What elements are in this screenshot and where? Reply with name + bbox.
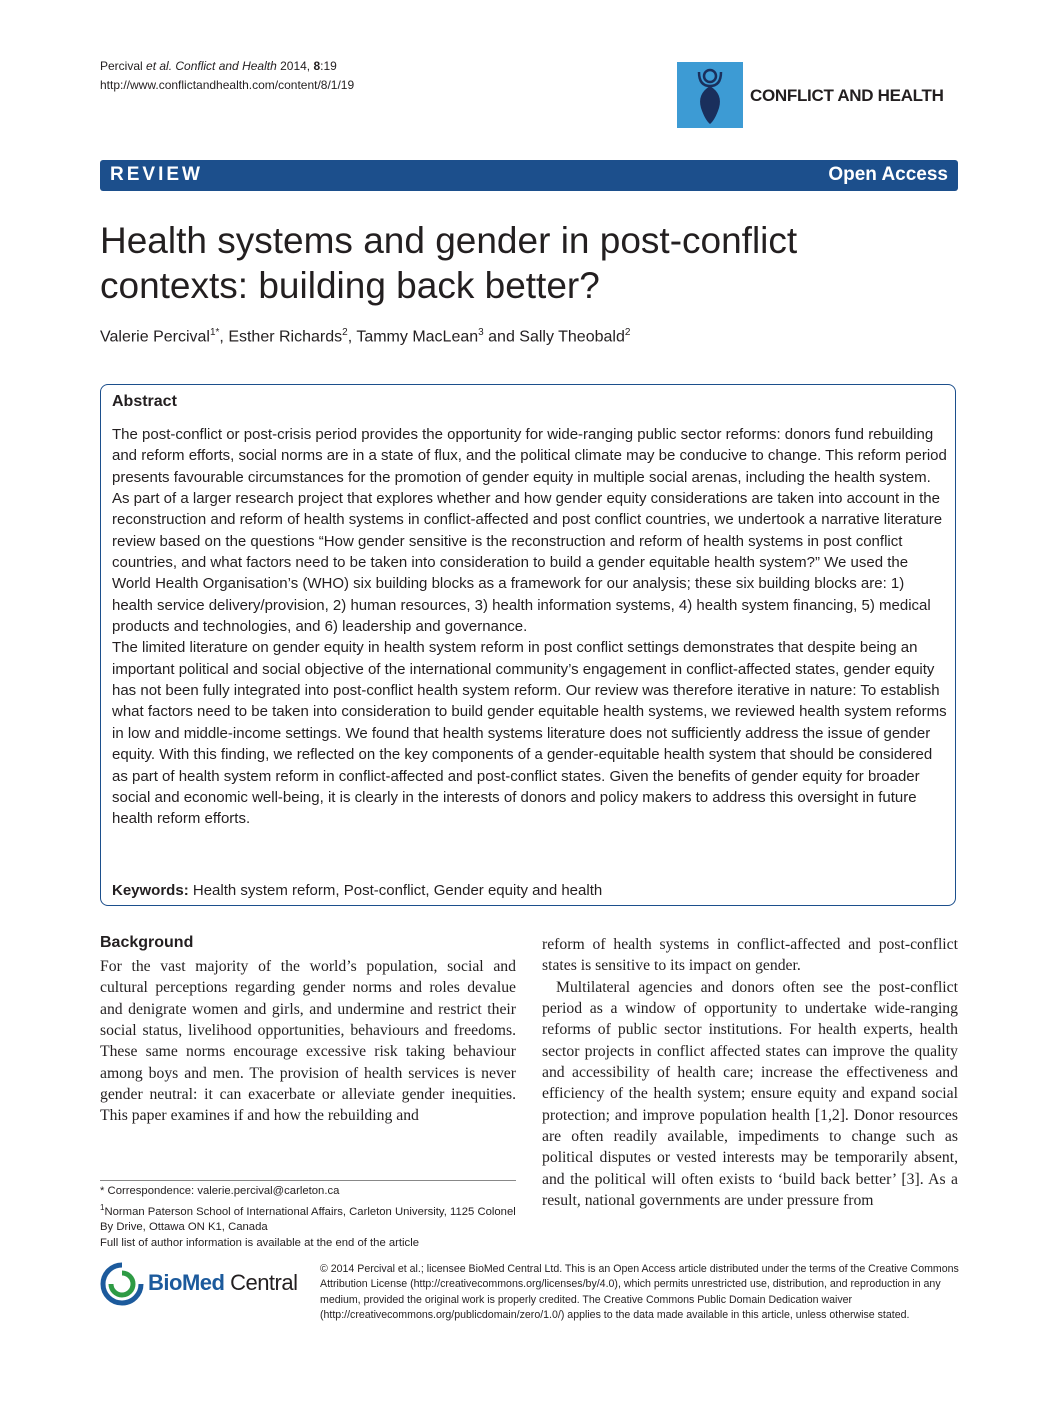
wordmark-bio: BioMed xyxy=(148,1270,225,1295)
citation-year: 2014, xyxy=(276,59,314,73)
article-url[interactable]: http://www.conflictandhealth.com/content/8/1/19 xyxy=(100,78,355,92)
author-name: Valerie Percival xyxy=(100,328,210,346)
license-text: © 2014 Percival et al.; licensee BioMed Central Ltd. This is an Open Access article distributed under the terms of the Creative Commons Attribution License (http://creativecommons.org/licenses/by/4.0), which permits unrestricted use, distribution, and reproduction in any medium, provided the original work is properly credited. The Creative Commons Public Domain Dedication waiver (http://creativecommons.org/publicdomain/zero/1.0/) applies to the data made available in this article, unless otherwise stated. xyxy=(320,1263,959,1322)
correspondence-note: * Correspondence: valerie.percival@carleton.ca xyxy=(100,1185,340,1197)
author-affiliation: 1* xyxy=(209,327,220,338)
author-separator: , xyxy=(347,328,357,346)
section-heading-background: Background xyxy=(100,934,194,951)
author-affiliation: 3 xyxy=(478,327,484,338)
author-name: Esther Richards xyxy=(228,328,343,346)
body-paragraph: reform of health systems in conflict-affected and post-conflict states is sensitive to its impact on gender. xyxy=(542,936,958,975)
footnote-divider xyxy=(100,1180,516,1181)
body-paragraph: Multilateral agencies and donors often see the post-conflict period as a window of opportunity to undertake wide-ranging reforms of public sector institutions. For health experts, health sector projects in conflict affected states can improve the quality and accessibility of health care; increase the effectiveness and efficiency of the health system; ensure equity and expand social protection; and improve population health [1,2]. Donor resources are often readily available, impediments to change such as political disputes or vested interests may be temporarily absent, and the political will often exists to ‘build back better’ [3]. As a result, national governments are under pressure from xyxy=(542,978,958,1210)
citation-issue: :19 xyxy=(320,59,337,73)
keywords xyxy=(112,880,602,901)
biomed-central-emblem-icon xyxy=(100,1262,144,1306)
title-line-1: Health systems and gender in post-conflict xyxy=(100,220,798,261)
open-access-label: Open Access xyxy=(828,164,948,185)
wordmark-central: Central xyxy=(224,1270,298,1295)
author-affiliation: 2 xyxy=(624,327,631,338)
journal-logo-icon xyxy=(677,62,743,128)
abstract-heading: Abstract xyxy=(112,393,177,410)
body-paragraph: For the vast majority of the world’s population, social and cultural perceptions regarding gender norms and roles devalue and denigrate women and girls, and undermine and restrict their social status, livelihood opportunities, behaviours and freedoms. These same norms encourage excessive risk taking behaviour among boys and men. The provision of health services is never gender neutral: it can exacerbate or alleviate gender inequities. This paper examines if and how the rebuilding and xyxy=(100,958,516,1125)
citation-volume: 8 xyxy=(313,59,321,73)
affiliation-number: 1 xyxy=(100,1202,105,1212)
author-name: Tammy MacLean xyxy=(356,328,479,346)
article-title xyxy=(100,218,960,308)
author-name: Sally Theobald xyxy=(519,328,625,346)
biomed-central-logo xyxy=(100,1262,300,1304)
article-type-banner xyxy=(100,160,958,191)
journal-name: CONFLICT AND HEALTH xyxy=(750,86,944,105)
affiliation-text: Norman Paterson School of International Affairs, Carleton University, 1125 Colonel By Drive, Ottawa ON K1, Canada xyxy=(100,1205,516,1234)
abstract-paragraph: The limited literature on gender equity in health system reform in post conflict settings demonstrates that despite being an important political and social objective of the international community’s engagement in conflict-affected states, gender equity has not been fully integrated into post-conflict health system reform. Our review was therefore iterative in nature: To establish what factors need to be taken into consideration to build gender equitable health systems, we reviewed health system reforms in low and middle-income settings. We found that health systems literature does not sufficiently address the issue of gender equity. With this finding, we reflected on the key components of a gender-equitable health system that should be considered as part of health system reform in conflict-affected and post-conflict states. Given the benefits of gender equity for broader social and economic well-being, it is clearly in the interests of donors and policy makers to address this oversight in future health reform efforts. xyxy=(112,639,947,828)
abstract-paragraph: The post-conflict or post-crisis period provides the opportunity for wide-ranging public sector reforms: donors fund rebuilding and reform efforts, social norms are in a state of flux, and the political climate may be conducive to change. This reform period presents favourable circumstances for the promotion of gender equity in multiple social arenas, including the health system. As part of a larger research project that explores whether and how gender equity considerations are taken into account in the reconstruction and reform of health systems in conflict-affected and post conflict countries, we undertook a narrative literature review based on the questions “How gender sensitive is the reconstruction and reform of health systems in post conflict countries, and what factors need to be taken into consideration to build a gender equitable health system?” We used the World Health Organisation’s (WHO) six building blocks as a framework for our analysis; these six building blocks are: 1) health service delivery/provision, 2) human resources, 3) health information systems, 4) health system financing, 5) medical products and technologies, and 6) leadership and governance. xyxy=(112,426,947,636)
abstract-text xyxy=(112,424,948,830)
footnotes xyxy=(100,1184,516,1252)
article-type-label: REVIEW xyxy=(110,164,203,185)
title-line-2: contexts: building back better? xyxy=(100,265,600,306)
biomed-central-wordmark xyxy=(148,1270,298,1296)
affiliation-note xyxy=(100,1200,516,1236)
body-column-left xyxy=(100,956,516,1127)
citation-journal: et al. Conflict and Health xyxy=(146,59,277,73)
author-separator: , xyxy=(219,328,229,346)
author-affiliation: 2 xyxy=(342,327,348,338)
author-list xyxy=(100,322,630,348)
body-column-right xyxy=(542,934,958,1211)
citation-line xyxy=(100,58,337,75)
author-info-note: Full list of author information is available at the end of the article xyxy=(100,1237,419,1250)
author-separator: and xyxy=(483,328,520,346)
keywords-list: Health system reform, Post-conflict, Gender equity and health xyxy=(188,882,603,899)
citation-authors: Percival xyxy=(100,59,147,73)
keywords-label: Keywords: xyxy=(112,882,189,899)
